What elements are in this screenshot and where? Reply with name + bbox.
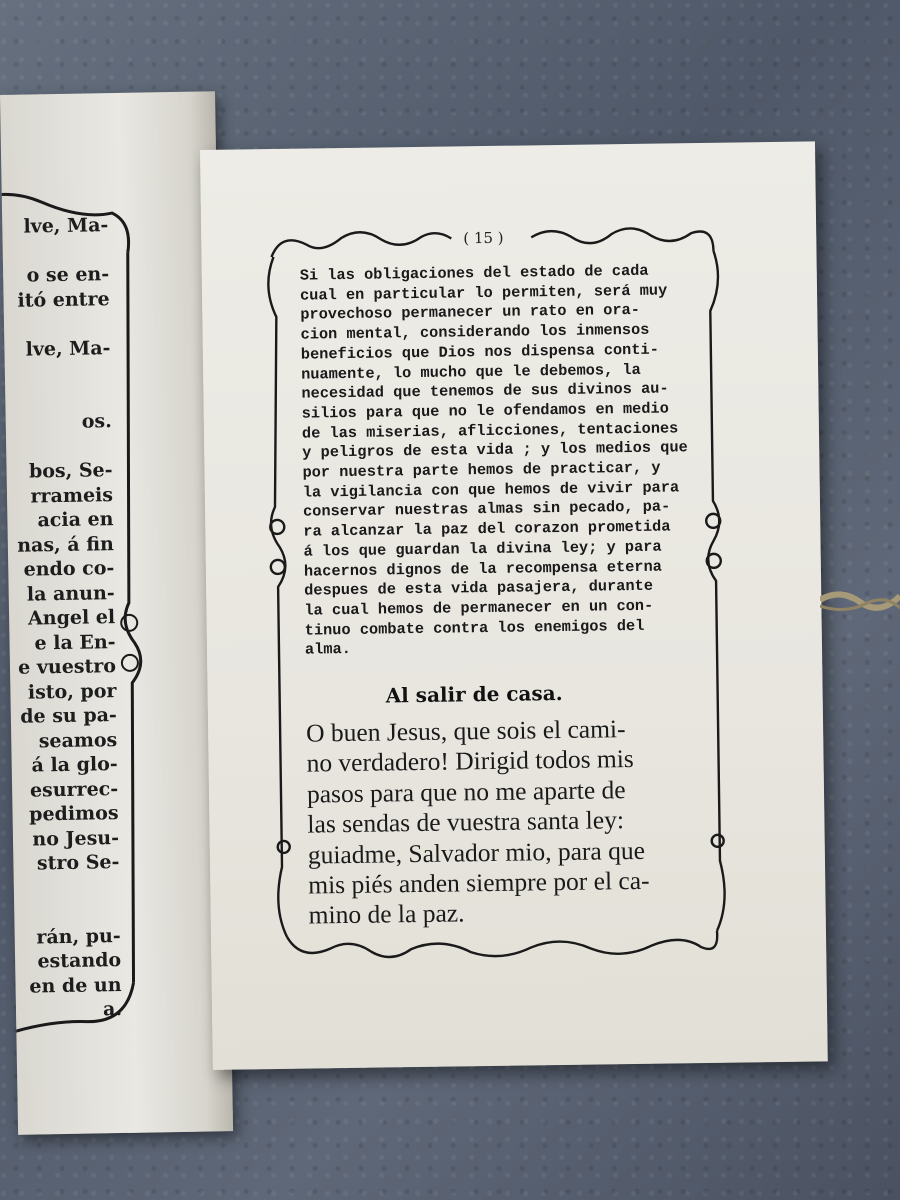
left-page-text	[2, 213, 122, 1023]
text-line: lve, Ma-	[23, 214, 109, 238]
text-line	[5, 360, 111, 386]
prayer-line: pasos para que no me aparte de	[306, 774, 626, 809]
text-line	[5, 385, 111, 411]
text-line: rán, pu-	[36, 924, 121, 948]
body-paragraph	[299, 261, 688, 660]
prayer-paragraph	[306, 713, 701, 931]
bookmark-ribbon	[820, 580, 900, 620]
text-line: nas, á fin	[17, 532, 115, 557]
text-line: esurrec-	[29, 777, 119, 802]
text-line: a.	[102, 998, 123, 1021]
text-line: nuamente, lo mucho que le debemos, la	[301, 360, 641, 384]
text-line: seamos	[38, 728, 118, 752]
text-line: en de un	[29, 973, 122, 998]
text-line: Angel el	[27, 606, 116, 630]
prayer-line: guiadme, Salvador mio, para que	[307, 835, 646, 870]
text-line	[14, 875, 120, 901]
right-page	[200, 141, 828, 1069]
text-line: cion mental, considerando los inmensos	[300, 320, 650, 344]
text-line: bos, Se-	[28, 459, 113, 483]
text-line: á la glo-	[31, 753, 118, 777]
text-line: provechoso permanecer un rato en ora-	[300, 301, 641, 325]
text-line: hacernos dignos de la recompensa eterna	[303, 557, 662, 581]
text-line: e la En-	[34, 630, 116, 654]
text-line: la cual hemos de permanecer en un con-	[304, 596, 654, 620]
text-line: endo co-	[23, 557, 115, 581]
text-line	[3, 238, 109, 264]
text-line: isto, por	[27, 679, 117, 704]
section-heading: Al salir de casa.	[385, 680, 563, 708]
text-line	[4, 311, 110, 337]
text-line: de su pa-	[20, 704, 118, 728]
text-line: tinuo combate contra los enemigos del	[304, 616, 645, 640]
text-line: lve, Ma-	[25, 336, 111, 361]
text-line: conservar nuestras almas sin pecado, pa-	[302, 497, 671, 522]
text-line: á los que guardan la divina ley; y para	[303, 537, 662, 561]
text-line: beneficios que Dios nos dispensa conti-	[300, 340, 659, 364]
prayer-line: no verdadero! Dirigid todos mis	[306, 744, 634, 778]
text-line: acia en	[37, 508, 114, 532]
text-line: Si las obligaciones del estado de cada	[299, 261, 649, 285]
text-line: por nuestra parte hemos de practicar, y	[302, 458, 661, 482]
text-line	[14, 899, 120, 925]
text-line: no Jesu-	[32, 826, 120, 851]
text-line: pedimos	[29, 802, 119, 826]
text-line: despues de esta vida pasajera, durante	[304, 576, 654, 600]
text-line: necesidad que tenemos de sus divinos au-	[301, 379, 669, 403]
text-line: y peligros de esta vida ; y los medios que	[302, 438, 688, 462]
prayer-line: O buen Jesus, que sois el cami-	[305, 714, 626, 748]
text-line: la vigilancia con que hemos de vivir para	[302, 478, 680, 502]
text-line: o se en-	[26, 263, 110, 287]
text-line: itó entre	[17, 287, 110, 312]
prayer-line: las sendas de vuestra santa ley:	[307, 805, 625, 839]
page-number: ( 15 )	[463, 228, 504, 248]
text-line: stro Se-	[36, 851, 120, 875]
text-line: alma.	[304, 640, 352, 659]
prayer-line: mino de la paz.	[308, 898, 465, 930]
text-line: os.	[81, 410, 112, 433]
text-line: la anun-	[26, 581, 115, 606]
text-line: rrameis	[30, 483, 114, 508]
text-line: e vuestro	[17, 655, 117, 679]
left-page	[0, 91, 233, 1135]
text-line: silios para que no le ofendamos en medio	[301, 399, 669, 423]
text-line: cual en particular lo permiten, será muy	[299, 281, 668, 305]
text-line: de las miserias, aflicciones, tentaciones	[301, 418, 679, 443]
prayer-line: mis piés anden siempre por el ca-	[308, 865, 650, 900]
text-line: estando	[37, 949, 122, 973]
text-line: ra alcanzar la paz del corazon prometida	[303, 517, 671, 541]
text-line	[6, 434, 112, 460]
